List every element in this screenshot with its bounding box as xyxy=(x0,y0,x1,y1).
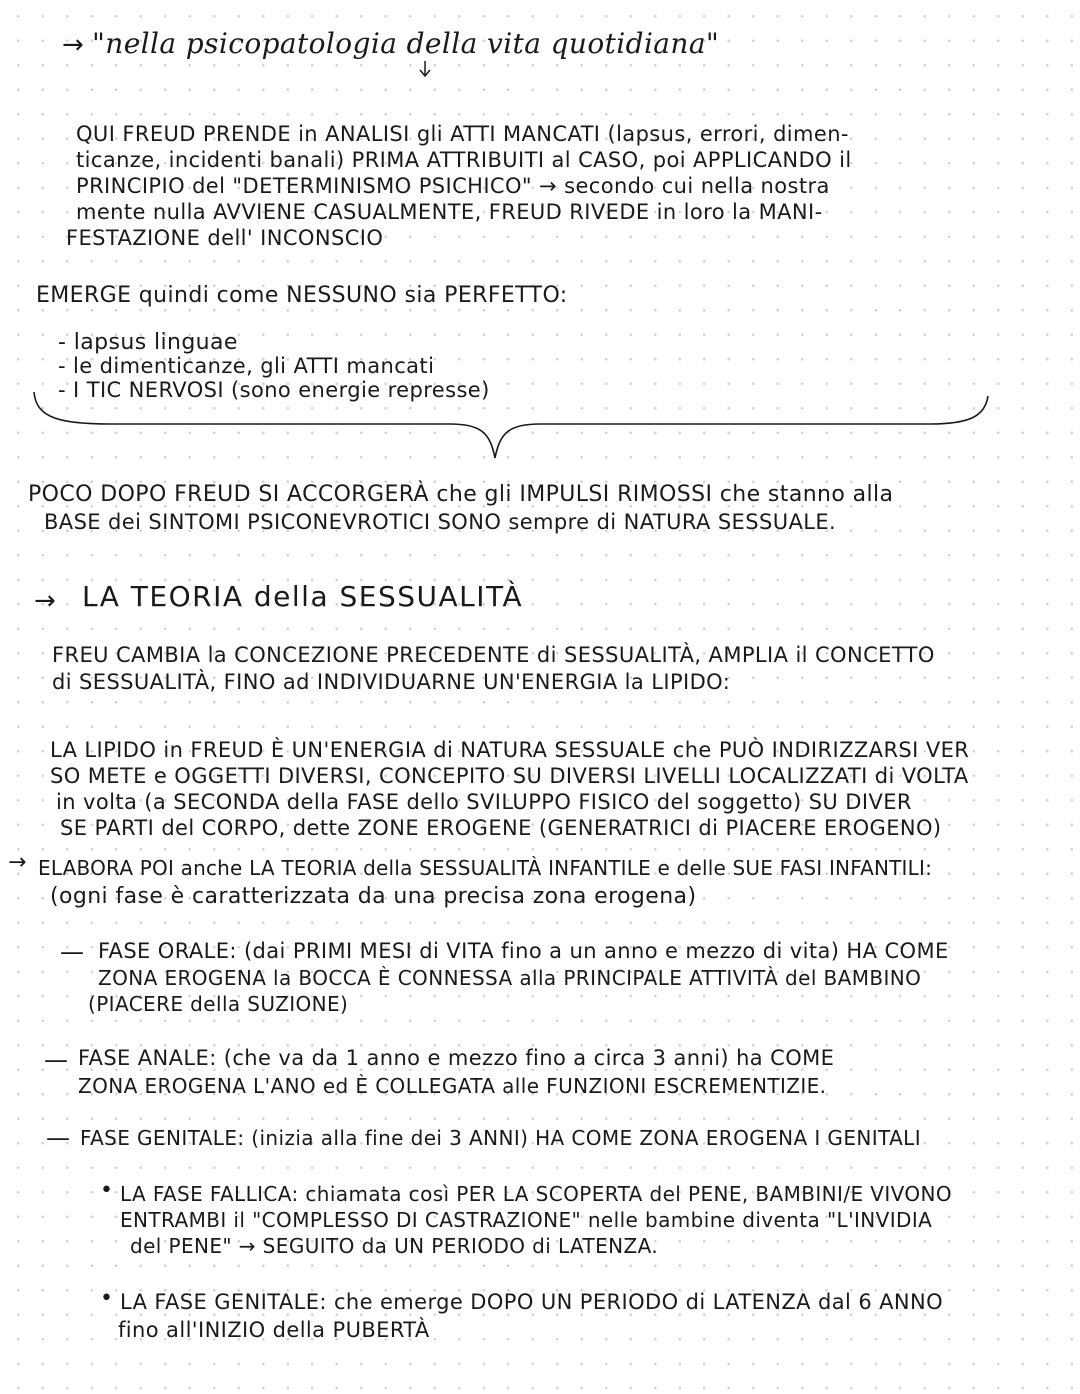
para1-line-1: FREU CAMBIA la CONCEZIONE PRECEDENTE di SESSUALITÀ, AMPLIA il CONCETTO xyxy=(52,643,935,667)
after-line-2: BASE dei SINTOMI PSICONEVROTICI SONO sempre di NATURA SESSUALE. xyxy=(44,510,837,534)
emerge-item-1: - lapsus linguae xyxy=(58,330,238,355)
genital-line: FASE GENITALE: (inizia alla fine dei 3 ANNI) HA COME ZONA EROGENA I GENITALI xyxy=(80,1126,922,1150)
para1-line-2: di SESSUALITÀ, FINO ad INDIVIDUARNE UN'ENERGIA la LIPIDO: xyxy=(52,670,731,694)
genital-dash: — xyxy=(46,1124,70,1152)
emerge-item-2: - le dimenticanze, gli ATTI mancati xyxy=(58,354,435,378)
fallic-line-3: del PENE" → SEGUITO da UN PERIODO di LATENZA. xyxy=(130,1234,659,1258)
section-heading: LA TEORIA della SESSUALITÀ xyxy=(82,580,524,613)
oral-dash: — xyxy=(60,938,84,966)
curly-brace xyxy=(30,388,1000,468)
para2-line-1: LA LIPIDO in FREUD È UN'ENERGIA di NATURA SESSUALE che PUÒ INDIRIZZARSI VER xyxy=(50,738,970,762)
infantile-line-1: ELABORA POI anche LA TEORIA della SESSUALITÀ INFANTILE e delle SUE FASI INFANTILI: xyxy=(38,856,933,880)
intro-line-3: PRINCIPIO del "DETERMINISMO PSICHICO" → secondo cui nella nostra xyxy=(76,174,830,198)
para2-line-2: SO METE e OGGETTI DIVERSI, CONCEPITO SU DIVERSI LIVELLI LOCALIZZATI di VOLTA xyxy=(50,764,969,788)
fallic-line-1: LA FASE FALLICA: chiamata così PER LA SCOPERTA del PENE, BAMBINI/E VIVONO xyxy=(120,1182,953,1206)
oral-line-3: (PIACERE della SUZIONE) xyxy=(88,992,349,1016)
heading-arrow-icon: → xyxy=(34,586,56,616)
anal-line-2: ZONA EROGENA L'ANO ed È COLLEGATA alle FUNZIONI ESCREMENTIZIE. xyxy=(78,1074,827,1098)
genital-sub-line-1: LA FASE GENITALE: che emerge DOPO UN PERIODO di LATENZA dal 6 ANNO xyxy=(120,1290,944,1314)
after-line-1: POCO DOPO FREUD SI ACCORGERÀ che gli IMPULSI RIMOSSI che stanno alla xyxy=(28,482,894,507)
intro-line-1: QUI FREUD PRENDE in ANALISI gli ATTI MANCATI (lapsus, errori, dimen- xyxy=(76,122,849,146)
fallic-line-2: ENTRAMBI il "COMPLESSO DI CASTRAZIONE" nelle bambine diventa "L'INVIDIA xyxy=(120,1208,933,1232)
fallic-bullet: • xyxy=(100,1178,113,1203)
para2-line-3: in volta (a SECONDA della FASE dello SVILUPPO FISICO del soggetto) SU DIVER xyxy=(56,790,912,814)
page-title: "nella psicopatologia della vita quotidiana" xyxy=(92,27,720,60)
genital-sub-line-2: fino all'INIZIO della PUBERTÀ xyxy=(118,1318,430,1342)
oral-line-1: FASE ORALE: (dai PRIMI MESI di VITA fino a un anno e mezzo di vita) HA COME xyxy=(98,939,949,963)
para2-line-4: SE PARTI del CORPO, dette ZONE EROGENE (GENERATRICI di PIACERE EROGENO) xyxy=(60,816,942,840)
down-arrow-icon xyxy=(418,60,432,78)
intro-line-4: mente nulla AVVIENE CASUALMENTE, FREUD RIVEDE in loro la MANI- xyxy=(76,200,823,224)
anal-dash: — xyxy=(44,1046,68,1074)
infantile-arrow-icon: → xyxy=(8,850,27,875)
anal-line-1: FASE ANALE: (che va da 1 anno e mezzo fino a circa 3 anni) ha COME xyxy=(78,1046,835,1070)
emerge-text: EMERGE quindi come NESSUNO sia PERFETTO: xyxy=(36,283,568,308)
genital-sub-bullet: • xyxy=(100,1286,113,1311)
intro-line-5: FESTAZIONE dell' INCONSCIO xyxy=(66,226,384,250)
infantile-line-2: (ogni fase è caratterizzata da una precisa zona erogena) xyxy=(50,884,697,909)
intro-line-2: ticanze, incidenti banali) PRIMA ATTRIBUITI al CASO, poi APPLICANDO il xyxy=(76,148,852,172)
emerge-item-3: - I TIC NERVOSI (sono energie represse) xyxy=(58,378,490,402)
title-arrow-icon: → xyxy=(62,30,84,60)
oral-line-2: ZONA EROGENA la BOCCA È CONNESSA alla PRINCIPALE ATTIVITÀ del BAMBINO xyxy=(98,966,922,990)
